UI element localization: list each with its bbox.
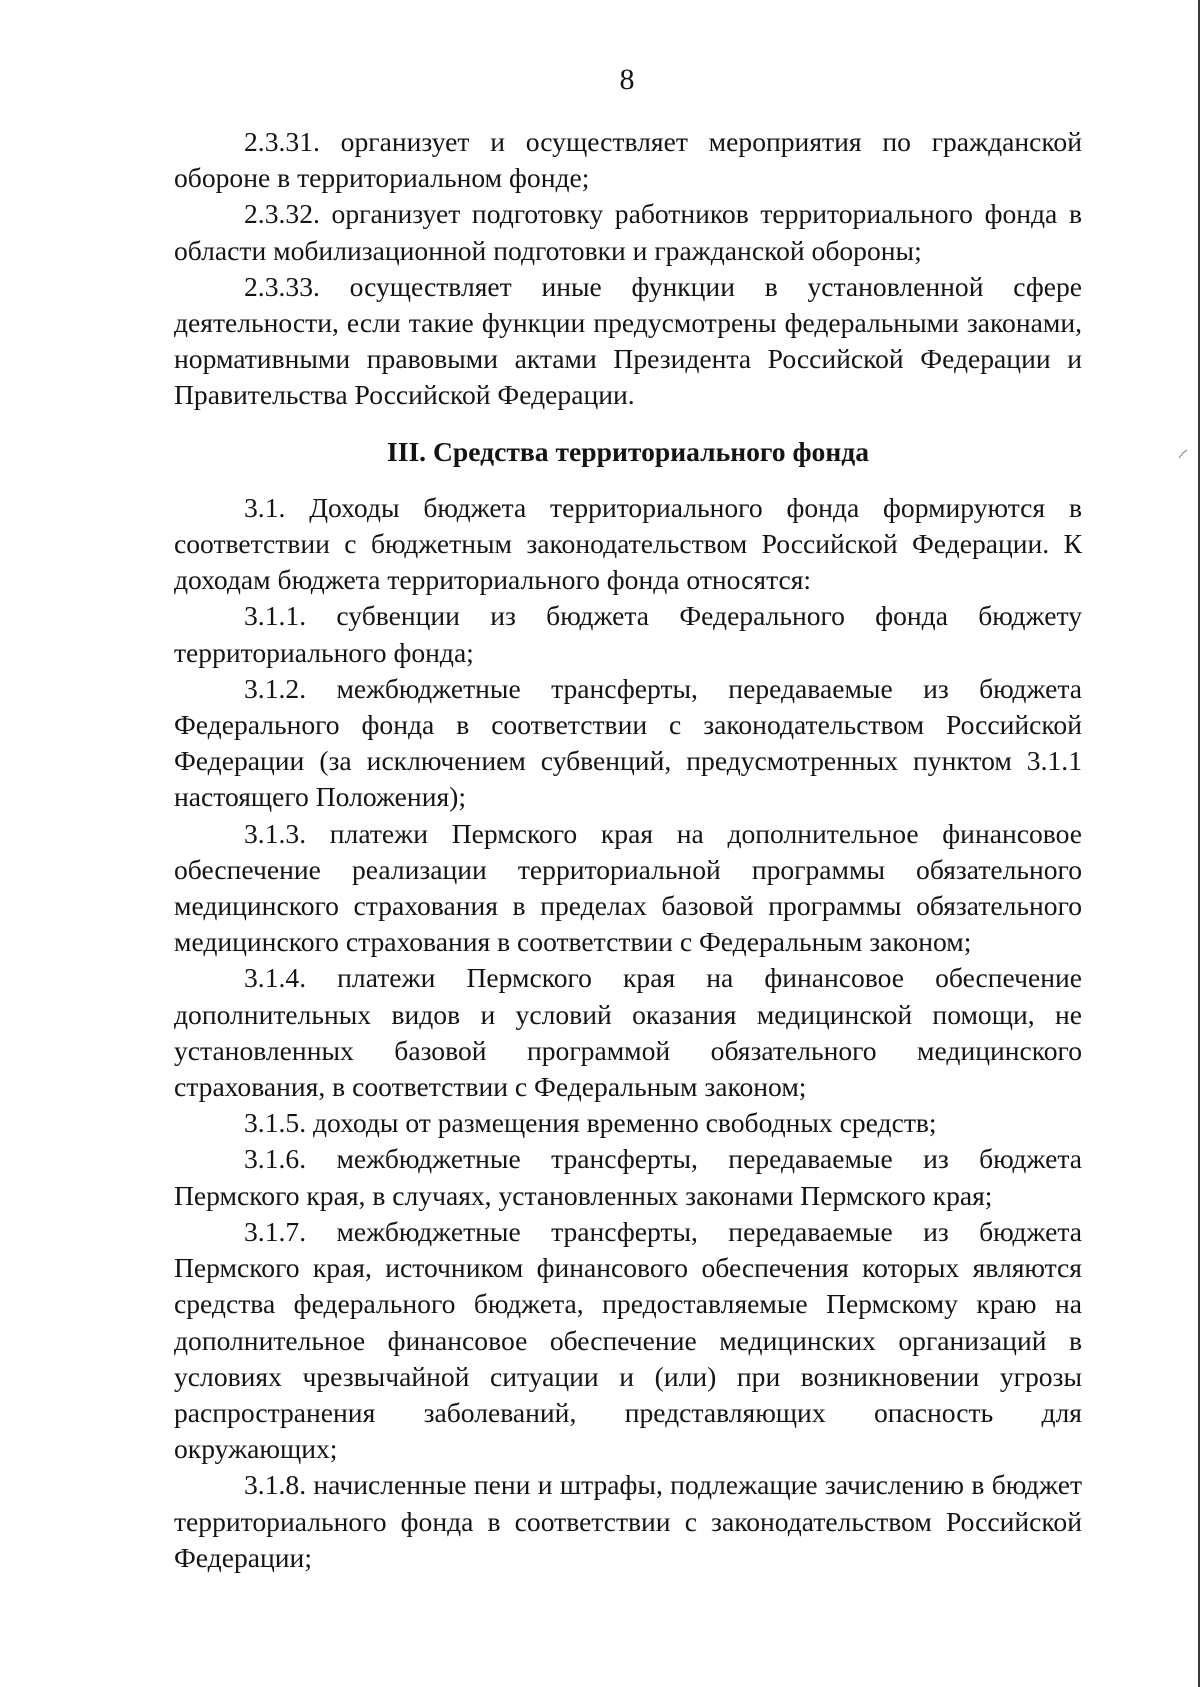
paragraph-2-3-31: 2.3.31. организует и осуществляет мероприятия по гражданской обороне в территориальном фонде; — [174, 126, 1082, 194]
paragraph-3-1-3: 3.1.3. платежи Пермского края на дополнительное финансовое обеспечение реализации территориальной программы обязательного медицинского страхования в пределах базовой программы обязательного медицинского страхования в соответствии с Федеральным законом; — [174, 817, 1082, 958]
paragraph-2-3-32: 2.3.32. организует подготовку работников территориального фонда в области мобилизационной подготовки и гражданской обороны; — [174, 198, 1082, 266]
scan-speck — [1178, 448, 1188, 460]
section-heading: III. Средства территориального фонда — [386, 435, 870, 467]
paragraph-3-1-6: 3.1.6. межбюджетные трансферты, передаваемые из бюджета Пермского края, в случаях, установленных законами Пермского края; — [174, 1143, 1082, 1211]
document-body — [174, 124, 1082, 1576]
paragraph-2-3-33: 2.3.33. осуществляет иные функции в установленной сфере деятельности, если такие функции предусмотрены федеральными законами, нормативными правовыми актами Президента Российской Федерации и Правительства Российской Федерации. — [174, 270, 1082, 411]
paragraph-3-1-1: 3.1.1. субвенции из бюджета Федерального фонда бюджету территориального фонда; — [174, 600, 1082, 668]
paragraph-3-1-7: 3.1.7. межбюджетные трансферты, передаваемые из бюджета Пермского края, источником финансового обеспечения которых являются средства федерального бюджета, предоставляемые Пермскому краю на дополнительное финансовое обеспечение медицинских организаций в условиях чрезвычайной ситуации и (или) при возникновении угрозы распространения заболеваний, представляющих опасность для окружающих; — [174, 1215, 1082, 1465]
paragraph-3-1-8: 3.1.8. начисленные пени и штрафы, подлежащие зачислению в бюджет территориального фонда в соответствии с законодательством Российской Федерации; — [174, 1469, 1082, 1573]
paragraph-3-1: 3.1. Доходы бюджета территориального фонда формируются в соответствии с бюджетным законодательством Российской Федерации. К доходам бюджета территориального фонда относятся: — [174, 491, 1082, 596]
paragraph-3-1-5: 3.1.5. доходы от размещения временно свободных средств; — [244, 1107, 937, 1139]
paragraph-3-1-2: 3.1.2. межбюджетные трансферты, передаваемые из бюджета Федерального фонда в соответствии с законодательством Российской Федерации (за исключением субвенций, предусмотренных пунктом 3.1.1 настоящего Положения); — [174, 672, 1082, 813]
paragraph-3-1-4: 3.1.4. платежи Пермского края на финансовое обеспечение дополнительных видов и условий оказания медицинской помощи, не установленных базовой программой обязательного медицинского страхования, в соответствии с Федеральным законом; — [174, 962, 1082, 1103]
page-number: 8 — [619, 63, 635, 96]
